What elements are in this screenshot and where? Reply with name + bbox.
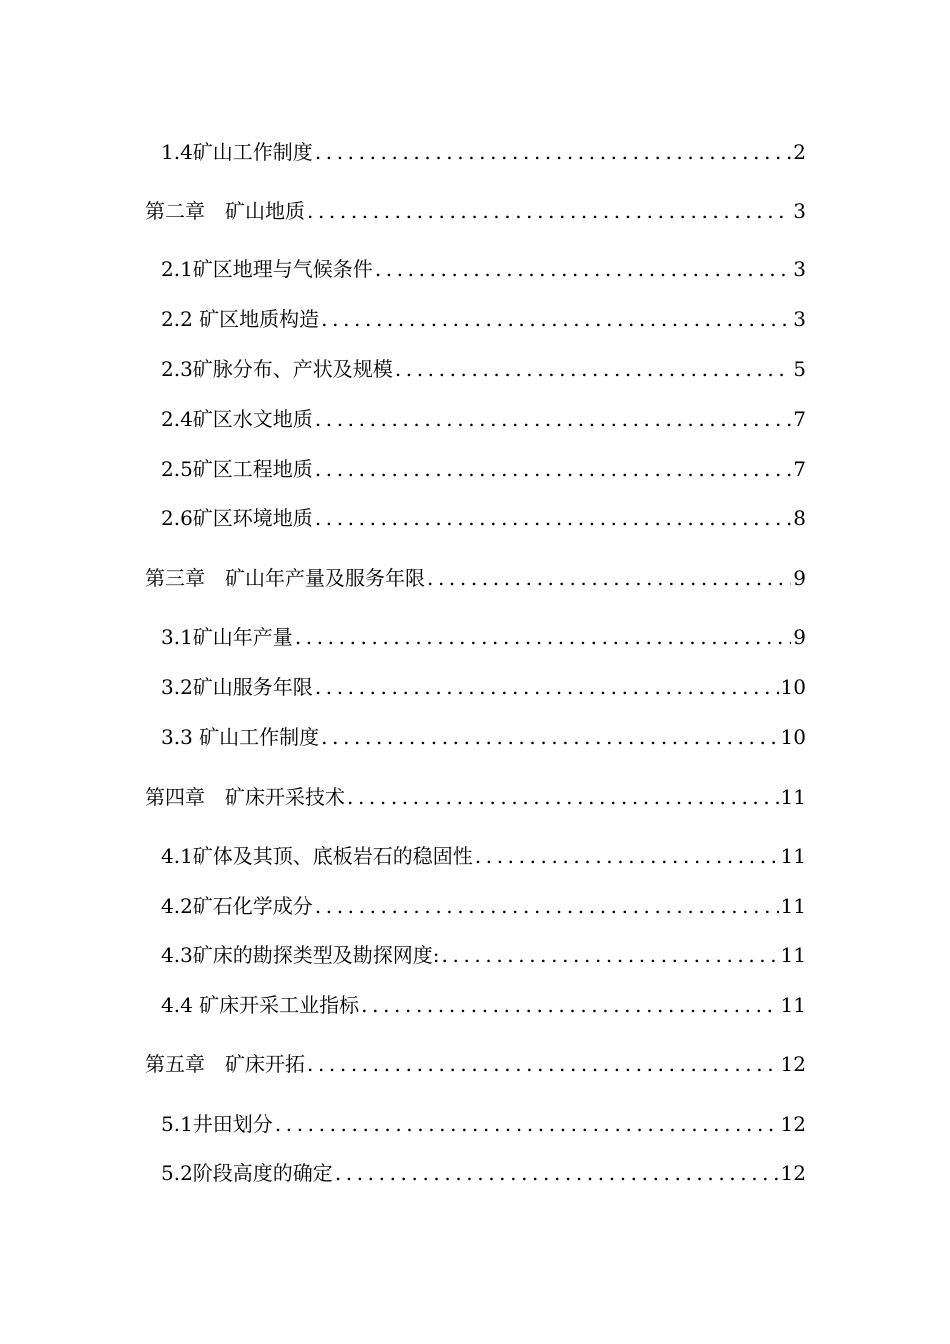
toc-entry-page: 7 <box>793 407 806 431</box>
toc-entry-title: 5.1井田划分 <box>161 1112 273 1136</box>
dot-leader <box>313 672 779 702</box>
toc-entry-5-2[interactable] <box>161 1158 806 1188</box>
toc-entry-title: 2.2 矿区地质构造 <box>161 307 320 331</box>
toc-entry-title: 1.4矿山工作制度 <box>161 140 313 164</box>
dot-leader <box>313 503 791 533</box>
dot-leader <box>345 782 779 812</box>
toc-entry-page: 11 <box>780 785 806 809</box>
toc-entry-page: 11 <box>780 943 806 967</box>
toc-entry-2-4[interactable] <box>161 404 806 434</box>
toc-entry-page: 11 <box>780 993 806 1017</box>
toc-entry-4-1[interactable] <box>161 841 806 871</box>
toc-entry-title: 2.6矿区环境地质 <box>161 506 313 530</box>
toc-entry-page: 11 <box>780 894 806 918</box>
toc-entry-title: 第二章 矿山地质 <box>145 199 305 223</box>
toc-entry-2-2[interactable] <box>161 304 806 334</box>
toc-entry-title: 第四章 矿床开采技术 <box>145 785 345 809</box>
toc-entry-page: 12 <box>780 1161 806 1185</box>
toc-entry-5-1[interactable] <box>161 1109 806 1139</box>
toc-entry-title: 4.3矿床的勘探类型及勘探网度: <box>161 943 440 967</box>
toc-entry-3-3[interactable] <box>161 722 806 752</box>
toc-entry-title: 2.5矿区工程地质 <box>161 457 313 481</box>
dot-leader <box>305 1049 779 1079</box>
toc-entry-title: 2.1矿区地理与气候条件 <box>161 257 373 281</box>
toc-entry-title: 4.2矿石化学成分 <box>161 894 313 918</box>
toc-chapter-5[interactable] <box>145 1049 806 1079</box>
toc-entry-4-3[interactable] <box>161 940 806 970</box>
dot-leader <box>393 354 791 384</box>
toc-entry-title: 2.4矿区水文地质 <box>161 407 313 431</box>
toc-entry-title: 5.2阶段高度的确定 <box>161 1161 333 1185</box>
dot-leader <box>333 1158 779 1188</box>
dot-leader <box>313 891 779 921</box>
toc-entry-page: 11 <box>780 844 806 868</box>
toc-entry-title: 2.3矿脉分布、产状及规模 <box>161 357 393 381</box>
toc-entry-2-6[interactable] <box>161 503 806 533</box>
toc-entry-page: 12 <box>780 1052 806 1076</box>
toc-entry-page: 7 <box>793 457 806 481</box>
dot-leader <box>319 722 778 752</box>
dot-leader <box>373 254 791 284</box>
toc-entry-page: 3 <box>793 307 806 331</box>
dot-leader <box>440 940 779 970</box>
toc-entry-2-3[interactable] <box>161 354 806 384</box>
toc-entry-3-1[interactable] <box>161 622 806 652</box>
dot-leader <box>313 137 791 167</box>
toc-entry-title: 4.1矿体及其顶、底板岩石的稳固性 <box>161 844 473 868</box>
dot-leader <box>359 990 778 1020</box>
toc-entry-page: 3 <box>793 257 806 281</box>
toc-entry-page: 9 <box>793 625 806 649</box>
toc-chapter-2[interactable] <box>145 196 806 226</box>
toc-entry-page: 12 <box>780 1112 806 1136</box>
toc-entry-page: 2 <box>793 140 806 164</box>
dot-leader <box>319 304 791 334</box>
dot-leader <box>305 196 791 226</box>
toc-entry-page: 8 <box>793 506 806 530</box>
toc-entry-2-5[interactable] <box>161 454 806 484</box>
dot-leader <box>425 563 791 593</box>
toc-entry-4-4[interactable] <box>161 990 806 1020</box>
toc-entry-title: 第三章 矿山年产量及服务年限 <box>145 566 425 590</box>
toc-entry-title: 3.3 矿山工作制度 <box>161 725 320 749</box>
toc-entry-title: 4.4 矿床开采工业指标 <box>161 993 360 1017</box>
dot-leader <box>473 841 779 871</box>
toc-entry-page: 5 <box>793 357 806 381</box>
toc-entry-page: 10 <box>780 675 806 699</box>
toc-chapter-4[interactable] <box>145 782 806 812</box>
toc-entry-1-4[interactable] <box>161 137 806 167</box>
toc-entry-page: 9 <box>793 566 806 590</box>
toc-entry-4-2[interactable] <box>161 891 806 921</box>
toc-entry-page: 10 <box>780 725 806 749</box>
toc-entry-title: 3.2矿山服务年限 <box>161 675 313 699</box>
dot-leader <box>313 404 791 434</box>
toc-entry-2-1[interactable] <box>161 254 806 284</box>
toc-entry-page: 3 <box>793 199 806 223</box>
toc-entry-title: 第五章 矿床开拓 <box>145 1052 305 1076</box>
dot-leader <box>273 1109 779 1139</box>
toc-entry-3-2[interactable] <box>161 672 806 702</box>
dot-leader <box>293 622 791 652</box>
toc-entry-title: 3.1矿山年产量 <box>161 625 293 649</box>
dot-leader <box>313 454 791 484</box>
toc-chapter-3[interactable] <box>145 563 806 593</box>
